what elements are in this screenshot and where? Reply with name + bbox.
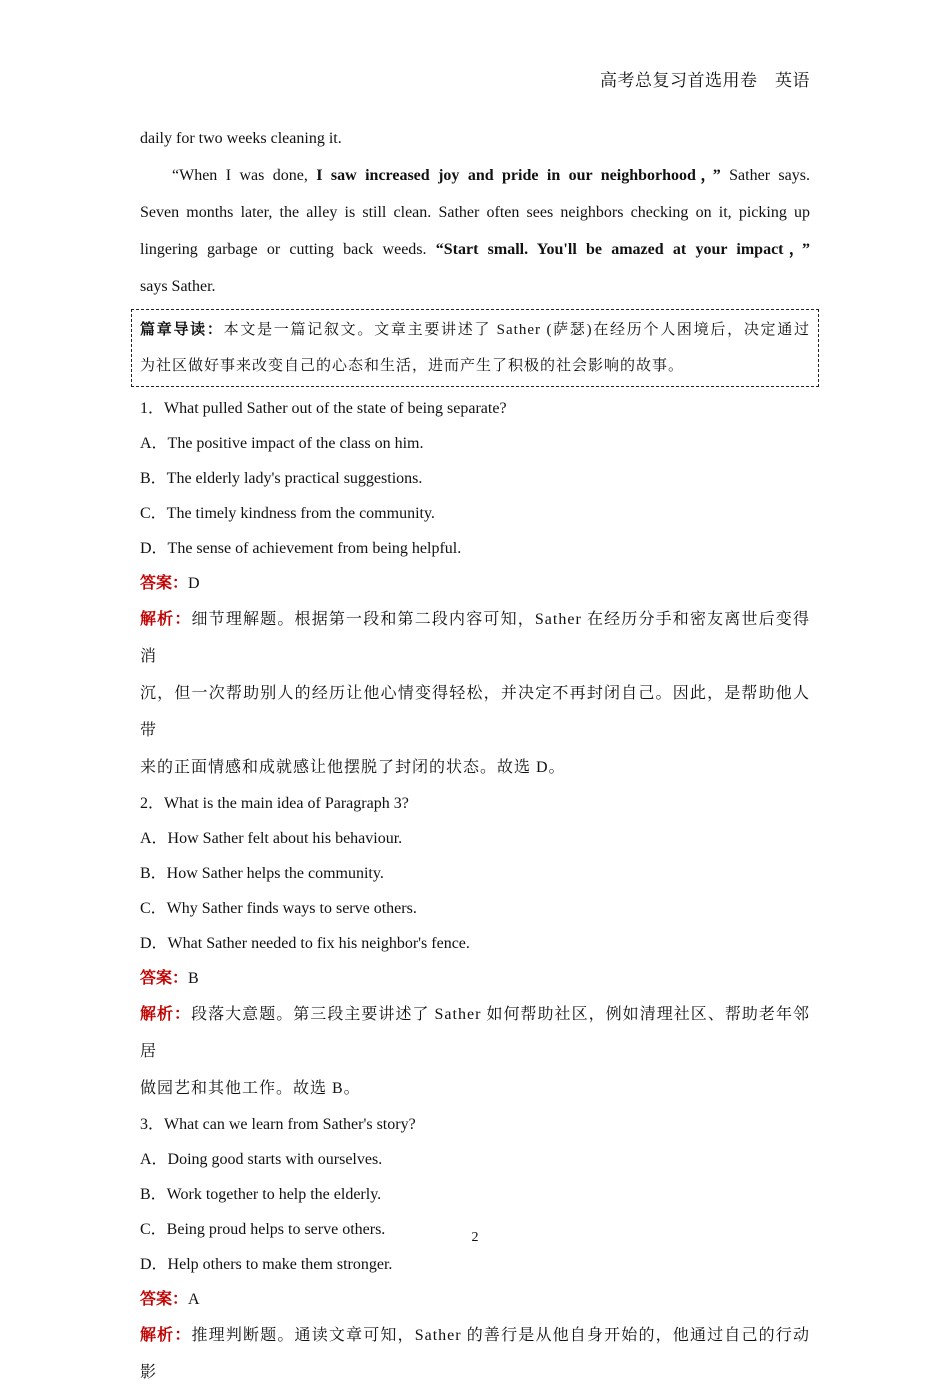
- passage-text: “When I was done,: [172, 167, 317, 184]
- option-a: A．The positive impact of the class on him.: [140, 435, 424, 452]
- answer-value: A: [188, 1291, 200, 1308]
- page-header: 高考总复习首选用卷 英语: [600, 71, 810, 90]
- passage-text: Sather says.: [720, 167, 810, 184]
- answer-value: B: [188, 970, 199, 987]
- passage-line: [140, 231, 810, 268]
- analysis-text: 段落大意题。第三段主要讲述了 Sather 如何帮助社区，例如清理社区、帮助老年邻居: [140, 1006, 810, 1060]
- option-b: B．How Sather helps the community.: [140, 865, 384, 882]
- option-c: C．Being proud helps to serve others.: [140, 1221, 386, 1238]
- answer-line: [140, 1282, 810, 1317]
- option-b: B．Work together to help the elderly.: [140, 1186, 382, 1203]
- analysis-line: 做园艺和其他工作。故选 B。: [140, 1080, 361, 1097]
- passage-paragraph-quote: [140, 157, 810, 194]
- question-block: [140, 391, 810, 786]
- question-text: 2．What is the main idea of Paragraph 3?: [140, 795, 409, 812]
- answer-label: 答案：: [140, 575, 189, 592]
- passage-line: says Sather.: [140, 278, 216, 295]
- answer-line: [140, 961, 810, 996]
- answer-value: D: [188, 575, 200, 592]
- analysis-line: [140, 601, 810, 675]
- question-text: 3．What can we learn from Sather's story?: [140, 1116, 416, 1133]
- answer-label: 答案：: [140, 1291, 189, 1308]
- analysis-label: 解析：: [140, 611, 192, 628]
- analysis-line: [140, 1317, 810, 1391]
- option-a: A．Doing good starts with ourselves.: [140, 1151, 383, 1168]
- analysis-text: 推理判断题。通读文章可知，Sather 的善行是从他自身开始的，他通过自己的行动影: [140, 1327, 810, 1381]
- guide-line: 为社区做好事来改变自己的心态和生活，进而产生了积极的社会影响的故事。: [140, 358, 685, 374]
- guide-line: [140, 312, 810, 348]
- passage-text: lingering garbage or cutting back weeds.: [140, 241, 436, 258]
- document-body: [140, 120, 810, 1391]
- passage-line: daily for two weeks cleaning it.: [140, 130, 342, 147]
- passage-line: Seven months later, the alley is still clean. Sather often sees neighbors checking on it, picking up: [140, 204, 810, 221]
- option-a: A．How Sather felt about his behaviour.: [140, 830, 403, 847]
- passage-bold-quote: “Start small. You'll be amazed at your impact，”: [435, 241, 810, 258]
- analysis-label: 解析：: [140, 1006, 192, 1023]
- question-block: [140, 1107, 810, 1391]
- analysis-label: 解析：: [140, 1327, 192, 1344]
- option-d: D．The sense of achievement from being helpful.: [140, 540, 462, 557]
- option-c: C．Why Sather finds ways to serve others.: [140, 900, 417, 917]
- option-d: D．Help others to make them stronger.: [140, 1256, 393, 1273]
- chapter-guide-box: [131, 309, 819, 387]
- answer-line: [140, 566, 810, 601]
- analysis-line: [140, 996, 810, 1070]
- option-b: B．The elderly lady's practical suggestions.: [140, 470, 423, 487]
- guide-text: 本文是一篇记叙文。文章主要讲述了 Sather (萨瑟)在经历个人困境后，决定通过: [223, 322, 810, 338]
- question-block: [140, 786, 810, 1107]
- passage-bold-quote: I saw increased joy and pride in our neighborhood，”: [316, 167, 721, 184]
- analysis-line: 来的正面情感和成就感让他摆脱了封闭的状态。故选 D。: [140, 759, 566, 776]
- question-text: 1．What pulled Sather out of the state of being separate?: [140, 400, 507, 417]
- page-number: 2: [471, 1230, 479, 1245]
- analysis-text: 细节理解题。根据第一段和第二段内容可知，Sather 在经历分手和密友离世后变得消: [140, 611, 810, 665]
- option-d: D．What Sather needed to fix his neighbor's fence.: [140, 935, 470, 952]
- analysis-line: 沉，但一次帮助别人的经历让他心情变得轻松，并决定不再封闭自己。因此，是帮助他人带: [140, 685, 810, 739]
- answer-label: 答案：: [140, 970, 189, 987]
- guide-label: 篇章导读：: [140, 322, 224, 338]
- option-c: C．The timely kindness from the community.: [140, 505, 435, 522]
